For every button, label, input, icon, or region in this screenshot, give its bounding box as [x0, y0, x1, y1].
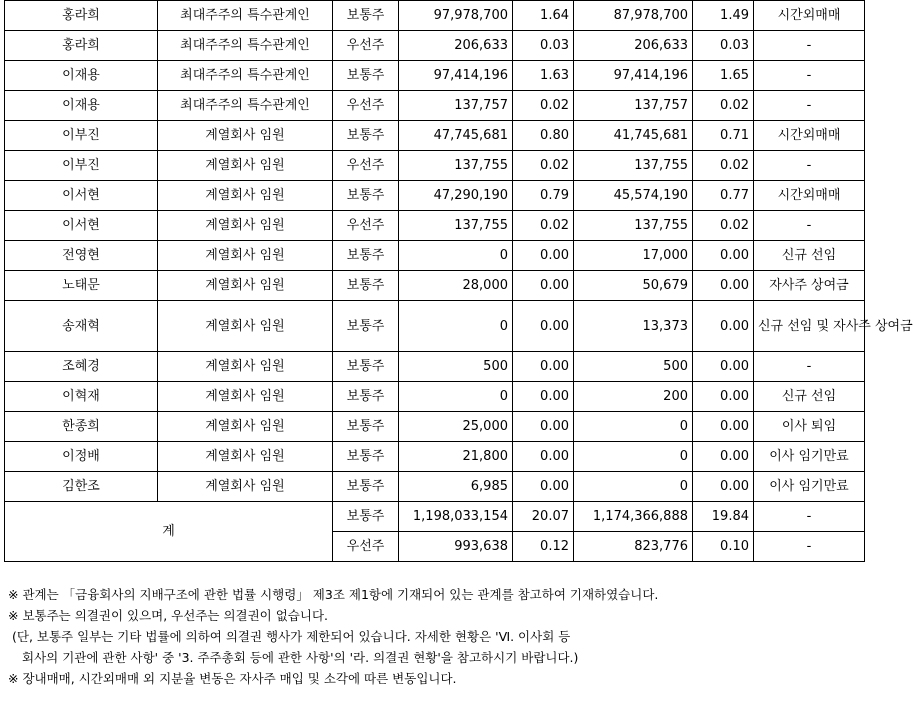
- ratio-before: 0.02: [513, 211, 574, 241]
- holder-relation: 최대주주의 특수관계인: [158, 1, 333, 31]
- holder-name: 송재혁: [5, 301, 158, 352]
- total-share-type: 우선주: [333, 532, 399, 562]
- table-row: [5, 61, 865, 91]
- share-type: 보통주: [333, 271, 399, 301]
- holder-relation: 계열회사 임원: [158, 151, 333, 181]
- table-row: [5, 472, 865, 502]
- shares-before: 0: [399, 241, 513, 271]
- shares-before: 137,757: [399, 91, 513, 121]
- table-row: [5, 442, 865, 472]
- holder-name: 노태문: [5, 271, 158, 301]
- footnotes: [8, 584, 864, 689]
- ratio-before: 0.00: [513, 382, 574, 412]
- ratio-before: 1.64: [513, 1, 574, 31]
- remark: 이사 임기만료: [754, 442, 865, 472]
- shares-after: 50,679: [574, 271, 693, 301]
- table-row: [5, 412, 865, 442]
- ratio-before: 0.00: [513, 412, 574, 442]
- ratio-before: 0.02: [513, 151, 574, 181]
- remark: -: [754, 91, 865, 121]
- ratio-after: 0.00: [693, 271, 754, 301]
- ratio-after: 0.00: [693, 301, 754, 352]
- ratio-before: 1.63: [513, 61, 574, 91]
- holder-name: 이부진: [5, 151, 158, 181]
- ratio-after: 0.00: [693, 352, 754, 382]
- table-row: [5, 31, 865, 61]
- share-type: 우선주: [333, 91, 399, 121]
- shareholder-table: [4, 0, 913, 562]
- remark: 시간외매매: [754, 121, 865, 151]
- shares-after: 17,000: [574, 241, 693, 271]
- ratio-after: 0.00: [693, 442, 754, 472]
- share-type: 보통주: [333, 121, 399, 151]
- ratio-after: 1.65: [693, 61, 754, 91]
- holder-name: 이서현: [5, 181, 158, 211]
- table-row: [5, 151, 865, 181]
- ratio-after: 1.49: [693, 1, 754, 31]
- ratio-before: 0.03: [513, 31, 574, 61]
- table-row: [5, 181, 865, 211]
- ratio-before: 0.79: [513, 181, 574, 211]
- holder-relation: 계열회사 임원: [158, 211, 333, 241]
- holder-relation: 계열회사 임원: [158, 442, 333, 472]
- shares-after: 41,745,681: [574, 121, 693, 151]
- share-type: 우선주: [333, 151, 399, 181]
- shares-before: 97,978,700: [399, 1, 513, 31]
- shares-before: 206,633: [399, 31, 513, 61]
- ratio-before: 0.80: [513, 121, 574, 151]
- table-row: [5, 241, 865, 271]
- holder-relation: 계열회사 임원: [158, 382, 333, 412]
- holder-name: 이부진: [5, 121, 158, 151]
- footnote-relation: ※ 관계는 「금융회사의 지배구조에 관한 법률 시행령」 제3조 제1항에 기재되어 있는 관계를 참고하여 기재하였습니다.: [8, 587, 659, 602]
- holder-relation: 최대주주의 특수관계인: [158, 91, 333, 121]
- ratio-after: 0.00: [693, 382, 754, 412]
- shares-after: 206,633: [574, 31, 693, 61]
- total-shares-before: 1,198,033,154: [399, 502, 513, 532]
- ratio-before: 0.00: [513, 442, 574, 472]
- shares-before: 0: [399, 301, 513, 352]
- holder-name: 이재용: [5, 61, 158, 91]
- shares-before: 97,414,196: [399, 61, 513, 91]
- table-row: [5, 352, 865, 382]
- remark: -: [754, 151, 865, 181]
- shares-before: 28,000: [399, 271, 513, 301]
- remark: 시간외매매: [754, 1, 865, 31]
- shares-after: 0: [574, 412, 693, 442]
- share-type: 보통주: [333, 61, 399, 91]
- ratio-after: 0.71: [693, 121, 754, 151]
- share-type: 보통주: [333, 352, 399, 382]
- total-row: [5, 502, 865, 532]
- holder-name: 홍라희: [5, 1, 158, 31]
- shares-before: 6,985: [399, 472, 513, 502]
- remark: 시간외매매: [754, 181, 865, 211]
- holder-name: 조혜경: [5, 352, 158, 382]
- holder-relation: 계열회사 임원: [158, 181, 333, 211]
- remark: 신규 선임: [754, 382, 865, 412]
- ratio-after: 0.02: [693, 151, 754, 181]
- total-ratio-after: 19.84: [693, 502, 754, 532]
- shares-after: 0: [574, 472, 693, 502]
- shares-before: 47,745,681: [399, 121, 513, 151]
- holder-relation: 계열회사 임원: [158, 271, 333, 301]
- holder-name: 이서현: [5, 211, 158, 241]
- ratio-after: 0.02: [693, 211, 754, 241]
- shares-after: 87,978,700: [574, 1, 693, 31]
- shares-after: 137,755: [574, 211, 693, 241]
- share-type: 보통주: [333, 412, 399, 442]
- shares-before: 500: [399, 352, 513, 382]
- ratio-after: 0.03: [693, 31, 754, 61]
- total-ratio-before: 20.07: [513, 502, 574, 532]
- total-ratio-after: 0.10: [693, 532, 754, 562]
- holder-name: 김한조: [5, 472, 158, 502]
- total-shares-after: 1,174,366,888: [574, 502, 693, 532]
- total-shares-after: 823,776: [574, 532, 693, 562]
- total-share-type: 보통주: [333, 502, 399, 532]
- table-row: [5, 301, 865, 352]
- holder-relation: 계열회사 임원: [158, 121, 333, 151]
- ratio-before: 0.02: [513, 91, 574, 121]
- remark: -: [754, 61, 865, 91]
- shares-after: 0: [574, 442, 693, 472]
- holder-name: 이재용: [5, 91, 158, 121]
- remark: -: [754, 211, 865, 241]
- total-label: 계: [5, 502, 333, 562]
- shares-after: 137,755: [574, 151, 693, 181]
- remark: 신규 선임: [754, 241, 865, 271]
- shares-before: 21,800: [399, 442, 513, 472]
- holder-name: 한종희: [5, 412, 158, 442]
- ratio-after: 0.02: [693, 91, 754, 121]
- shares-before: 47,290,190: [399, 181, 513, 211]
- remark: 이사 임기만료: [754, 472, 865, 502]
- holder-relation: 최대주주의 특수관계인: [158, 31, 333, 61]
- holder-relation: 계열회사 임원: [158, 472, 333, 502]
- ratio-before: 0.00: [513, 241, 574, 271]
- share-type: 보통주: [333, 382, 399, 412]
- remark: 이사 퇴임: [754, 412, 865, 442]
- holder-relation: 계열회사 임원: [158, 352, 333, 382]
- ratio-before: 0.00: [513, 352, 574, 382]
- shares-after: 45,574,190: [574, 181, 693, 211]
- footnote-restriction-line1: (단, 보통주 일부는 기타 법률에 의하여 의결권 행사가 제한되어 있습니다. 자세한 현황은 'Ⅵ. 이사회 등: [12, 629, 571, 644]
- remark: -: [754, 31, 865, 61]
- table-row: [5, 1, 865, 31]
- share-type: 보통주: [333, 241, 399, 271]
- footnote-restriction-line2: 회사의 기관에 관한 사항' 중 '3. 주주총회 등에 관한 사항'의 '라. 의결권 현황'을 참고하시기 바랍니다.): [22, 650, 579, 665]
- holder-relation: 계열회사 임원: [158, 241, 333, 271]
- holder-relation: 계열회사 임원: [158, 412, 333, 442]
- total-shares-before: 993,638: [399, 532, 513, 562]
- shares-after: 500: [574, 352, 693, 382]
- holder-relation: 계열회사 임원: [158, 301, 333, 352]
- total-remark: -: [754, 532, 865, 562]
- remark: 신규 선임 및 자사주 상여금: [754, 301, 865, 352]
- total-ratio-before: 0.12: [513, 532, 574, 562]
- shares-before: 0: [399, 382, 513, 412]
- ratio-before: 0.00: [513, 301, 574, 352]
- ratio-before: 0.00: [513, 472, 574, 502]
- table-row: [5, 211, 865, 241]
- table-row: [5, 91, 865, 121]
- shares-after: 97,414,196: [574, 61, 693, 91]
- holder-name: 이정배: [5, 442, 158, 472]
- table-row: [5, 382, 865, 412]
- shares-before: 137,755: [399, 211, 513, 241]
- footnote-voting-rights: ※ 보통주는 의결권이 있으며, 우선주는 의결권이 없습니다.: [8, 608, 328, 623]
- ratio-after: 0.00: [693, 241, 754, 271]
- ratio-after: 0.77: [693, 181, 754, 211]
- total-remark: -: [754, 502, 865, 532]
- remark: 자사주 상여금: [754, 271, 865, 301]
- share-type: 보통주: [333, 472, 399, 502]
- table-row: [5, 271, 865, 301]
- holder-name: 전영현: [5, 241, 158, 271]
- share-type: 우선주: [333, 211, 399, 241]
- table-row: [5, 121, 865, 151]
- remark: -: [754, 352, 865, 382]
- footnote-ratio-change: ※ 장내매매, 시간외매매 외 지분율 변동은 자사주 매입 및 소각에 따른 변동입니다.: [8, 671, 457, 686]
- holder-relation: 최대주주의 특수관계인: [158, 61, 333, 91]
- shares-after: 200: [574, 382, 693, 412]
- shares-before: 25,000: [399, 412, 513, 442]
- ratio-after: 0.00: [693, 472, 754, 502]
- share-type: 우선주: [333, 31, 399, 61]
- holder-name: 이혁재: [5, 382, 158, 412]
- shares-before: 137,755: [399, 151, 513, 181]
- shares-after: 137,757: [574, 91, 693, 121]
- holder-name: 홍라희: [5, 31, 158, 61]
- share-type: 보통주: [333, 442, 399, 472]
- ratio-after: 0.00: [693, 412, 754, 442]
- share-type: 보통주: [333, 1, 399, 31]
- share-type: 보통주: [333, 181, 399, 211]
- shares-after: 13,373: [574, 301, 693, 352]
- share-type: 보통주: [333, 301, 399, 352]
- ratio-before: 0.00: [513, 271, 574, 301]
